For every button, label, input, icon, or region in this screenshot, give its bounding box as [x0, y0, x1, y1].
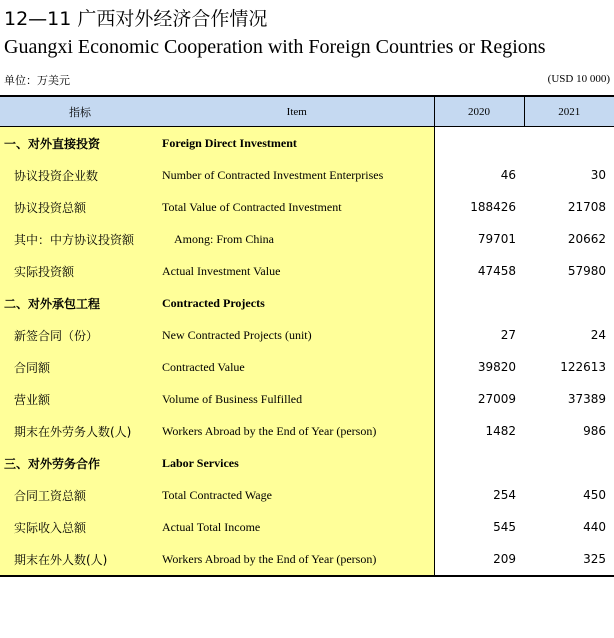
unit-label-chinese: 单位：万美元: [4, 74, 70, 87]
value-2021: 325: [524, 543, 614, 576]
row-label-chinese: 一、对外直接投资: [0, 127, 160, 160]
value-2020: 188426: [470, 200, 516, 214]
row-label-english: Number of Contracted Investment Enterprises: [160, 159, 434, 191]
header-year-2020: 2020: [434, 96, 524, 127]
row-label-chinese: 实际收入总额: [0, 511, 160, 543]
table-section-row: [0, 447, 614, 479]
value-2020: 46: [500, 168, 516, 182]
table-body: [0, 127, 614, 577]
row-label-chinese: 营业额: [0, 383, 160, 415]
row-label-english: New Contracted Projects (unit): [160, 319, 434, 351]
row-label-english: Among: From China: [160, 223, 434, 255]
row-label-chinese: 合同额: [0, 351, 160, 383]
value-2021: 440: [583, 520, 606, 534]
page-title-english: Guangxi Economic Cooperation with Foreign Countries or Regions: [4, 36, 546, 58]
value-2021: 57980: [567, 264, 606, 278]
value-2021: 24: [590, 328, 606, 342]
row-label-english: Actual Total Income: [160, 511, 434, 543]
row-label-chinese: 三、对外劳务合作: [0, 447, 160, 479]
table-row: [0, 511, 614, 543]
value-2020: 79701: [477, 232, 516, 246]
row-label-english: Foreign Direct Investment: [160, 127, 434, 160]
table-row: [0, 255, 614, 287]
header-row: [0, 96, 614, 127]
table-row: [0, 383, 614, 415]
table-section-row: [0, 287, 614, 319]
value-2021: 37389: [567, 392, 606, 406]
value-2020: 1482: [485, 424, 516, 438]
table-row: [0, 479, 614, 511]
header-year-2021: 2021: [524, 96, 614, 127]
value-2020: 209: [434, 543, 524, 576]
row-label-chinese: 期末在外劳务人数(人): [0, 415, 160, 447]
value-2021: 20662: [567, 232, 606, 246]
row-label-chinese: 二、对外承包工程: [0, 287, 160, 319]
row-label-chinese: 新签合同（份）: [0, 319, 160, 351]
row-label-english: Total Contracted Wage: [160, 479, 434, 511]
row-label-english: Volume of Business Fulfilled: [160, 383, 434, 415]
row-label-english: Total Value of Contracted Investment: [160, 191, 434, 223]
table-row: [0, 223, 614, 255]
header-indicator: 指标: [0, 96, 160, 127]
row-label-english: Actual Investment Value: [160, 255, 434, 287]
row-label-chinese: 协议投资企业数: [0, 159, 160, 191]
row-label-chinese: 协议投资总额: [0, 191, 160, 223]
row-label-english: Workers Abroad by the End of Year (person): [160, 415, 434, 447]
data-table: [0, 95, 614, 577]
table-row: [0, 543, 614, 576]
row-label-english: Workers Abroad by the End of Year (person): [160, 543, 434, 576]
table-section-row: [0, 127, 614, 160]
row-label-english: Contracted Projects: [160, 287, 434, 319]
value-2020: [434, 127, 524, 160]
unit-label-english: (USD 10 000): [547, 73, 610, 85]
value-2020: 39820: [477, 360, 516, 374]
value-2020: 545: [493, 520, 516, 534]
row-label-english: Labor Services: [160, 447, 434, 479]
value-2020: [434, 447, 524, 479]
value-2021: 450: [583, 488, 606, 502]
value-2021: [524, 127, 614, 160]
value-2021: [524, 287, 614, 319]
row-label-english: Contracted Value: [160, 351, 434, 383]
table-row: [0, 319, 614, 351]
value-2021: 122613: [560, 360, 606, 374]
table-row: [0, 351, 614, 383]
value-2021: 986: [583, 424, 606, 438]
value-2020: [434, 287, 524, 319]
table-row: [0, 159, 614, 191]
value-2021: [524, 447, 614, 479]
value-2021: 30: [590, 168, 606, 182]
table-header: [0, 96, 614, 127]
page-title-chinese: 12—11 广西对外经济合作情况: [4, 8, 268, 30]
row-label-chinese: 实际投资额: [0, 255, 160, 287]
row-label-chinese: 期末在外人数(人): [0, 543, 160, 576]
header-item: Item: [160, 96, 434, 127]
row-label-chinese: 其中：中方协议投资额: [0, 223, 160, 255]
row-label-chinese: 合同工资总额: [0, 479, 160, 511]
table-row: [0, 191, 614, 223]
value-2020: 27009: [477, 392, 516, 406]
value-2020: 47458: [477, 264, 516, 278]
table-row: [0, 415, 614, 447]
value-2021: 21708: [567, 200, 606, 214]
value-2020: 254: [493, 488, 516, 502]
value-2020: 27: [500, 328, 516, 342]
